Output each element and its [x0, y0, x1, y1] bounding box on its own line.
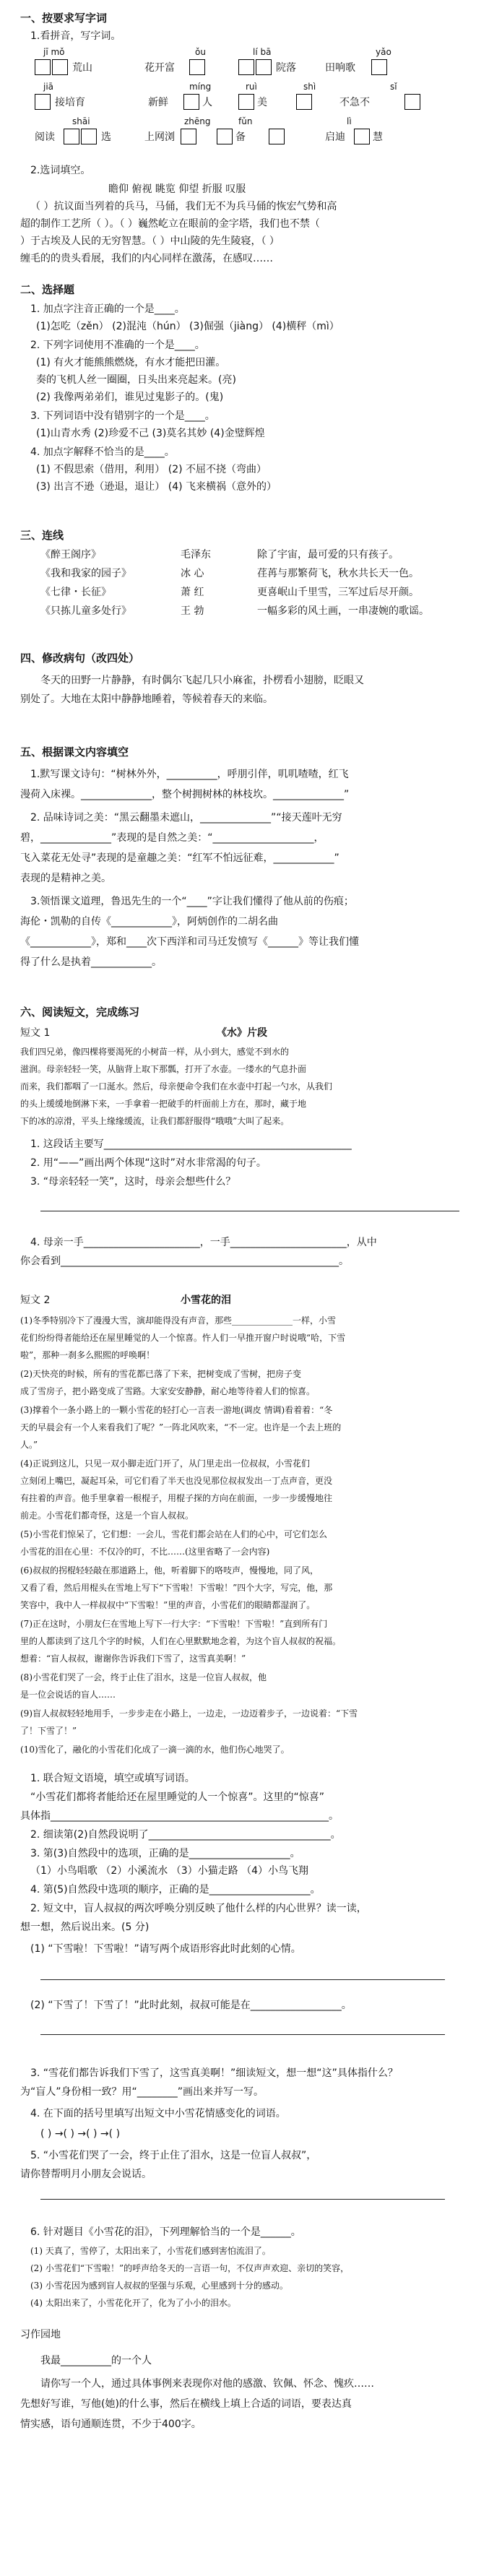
pinyin: sǐ	[390, 82, 397, 92]
word-part: 荒山	[72, 62, 92, 74]
question: 1. 加点字注音正确的一个是____。	[30, 303, 185, 315]
pinyin: fǔn	[238, 116, 253, 126]
match-right: 除了宇宙，最可爱的只有孩子。	[257, 549, 399, 561]
pinyin: yǎo	[376, 47, 391, 57]
passage-text: 花们纷纷得者能给还在屋里睡觉的人一个惊喜。忤人们一早推开窗户时说哦“哈，下雪	[20, 1333, 346, 1343]
char-box[interactable]	[296, 94, 312, 110]
passage-text: 我们四兄弟，像四棵将要渴死的小树苗一样，从小到大，感觉不到水的	[20, 1047, 290, 1057]
question-options: (1)怎吃（zěn） (2)混沌（hún） (3)倔强（jiàng） (4)横秤（mì）	[36, 321, 339, 332]
match-mid: 萧 红	[181, 587, 204, 598]
passage-text: 笑容中，我中人一样叔叔中“下雪啦！”里的声音，小雪花们的眼睛都湿润了。	[20, 1600, 316, 1610]
question-options: (1) 不假思索（借用，利用） (2) 不屈不挠（弯曲）	[36, 464, 267, 475]
section-title-3: 三、连线	[20, 529, 64, 542]
pinyin: ǒu	[195, 47, 206, 57]
char-box[interactable]	[35, 59, 51, 75]
char-box[interactable]	[35, 94, 51, 110]
match-mid: 冰 心	[181, 568, 204, 579]
question: 2. 细读第(2)自然段说明了____________________________________。	[30, 1829, 341, 1841]
fill-line: 得了什么是执着____________。	[20, 956, 162, 968]
answer-line[interactable]	[40, 1979, 445, 1980]
pinyin: jiā	[43, 82, 54, 92]
passage-text: 成了雪房子，把小路变成了雪路。大家安安静静，耐心地等待着人们的惊喜。	[20, 1386, 316, 1396]
question-options: (3) 出言不逊（逊退，退让） (4) 飞来横祸（意外的）	[36, 481, 277, 493]
question: 2. 下列字词使用不准确的一个是____。	[30, 340, 205, 351]
passage-text: 下的冰的凉滑，平头上缘缘缓流，让我们都舒服得“哦哦”大叫了起来。	[20, 1116, 290, 1126]
word-part: 接培育	[55, 97, 85, 108]
char-box[interactable]	[404, 94, 420, 110]
emotion-chain[interactable]: ( ) →( ) →( ) →( )	[40, 2128, 121, 2140]
word-part: 院落	[276, 62, 296, 74]
section-title-7: 习作园地	[20, 2329, 61, 2341]
question-options: (1) 有火才能熊熊燃烧，有水才能把田灌。	[36, 357, 226, 368]
passage-label: 短文 1	[20, 1027, 51, 1039]
passage-text: (10)雪化了，融化的小雪花们化成了一滴一滴的水，他们伤心地哭了。	[20, 1745, 290, 1755]
question: 4. 加点字解释不恰当的是____。	[30, 446, 175, 458]
match-mid: 毛泽东	[181, 549, 211, 561]
fill-line: 海伦・凯勒的自传《____________》，阿炳创作的二胡名曲	[20, 916, 278, 928]
passage-text: 立刻闭上嘴巴，凝起耳朵，可它们看了半天也没见那位叔叔发出一丁点声音，更没	[20, 1476, 333, 1486]
question-options: (2) 我像两弟弟们，谁见过鬼影子的。(鬼)	[36, 392, 224, 403]
word-part: 启迪	[325, 131, 345, 143]
fill-line: 碧，______________”表现的是自然之美：“____________________，	[20, 832, 324, 844]
passage-text: 而来，我们都咽了一口涎水。然后，母亲便命令我们在水壶中打起一勺水，从我们	[20, 1081, 333, 1092]
passage-text: (9)盲人叔叔轻轻地用手，一步步走在小路上，一边走，一边迈着步子，一边说着：“下雪	[20, 1708, 358, 1719]
passage-text: 的头上缓缓地倒淋下来，一手拿着一把破手的杆面前上方在，那时，藏于地	[20, 1099, 307, 1109]
pinyin-instruction: 1.看拼音，写字词。	[30, 30, 121, 42]
word-part: 上网浏	[144, 131, 175, 143]
question-options: (4) 太阳出来了，小雪花化开了，化为了小小的泪水。	[30, 2298, 236, 2308]
essay-topic[interactable]: 我最__________的一个人	[40, 2355, 152, 2367]
char-box[interactable]	[183, 94, 199, 110]
passage-text: 啦”，那种一刹多么熙熙的呼唤啊！	[20, 1350, 155, 1360]
question: 4. 母亲一手_______________________，一手_______________________，从中	[30, 1237, 377, 1248]
passage-text: 有拄着的声音。他手里拿着一根棍子，用棍子探的方向在前面，一步一步缓慢地往	[20, 1493, 333, 1503]
question-options: （1）小鸟唱歌 （2）小溪流水 （3）小猫走路 （4）小鸟飞翔	[30, 1865, 308, 1877]
answer-line[interactable]	[40, 2034, 445, 2035]
match-right: 荏苒与那繁荷飞，秋水共长天一色。	[257, 568, 419, 579]
section-title-1: 一、按要求写字词	[20, 12, 108, 25]
char-box[interactable]	[52, 59, 68, 75]
sick-sentence-text: 冬天的田野一片静静，有时偶尔飞起几只小麻雀，扑楞看小翅膀，眨眼又	[40, 675, 364, 686]
passage-text: 天的早晨会有一个人来看我们了呢？”一阵北风吹来，“不一定。也许是一个去上班的	[20, 1422, 342, 1432]
question-options: (1) 天真了，雪停了，太阳出来了，小雪花们感到害怕流泪了。	[30, 2246, 271, 2256]
passage-text: (4)正说到这儿，只见一双小脚走近门开了，从门里走出一位叔叔，小雪花们	[20, 1458, 311, 1469]
char-box[interactable]	[217, 129, 233, 144]
match-right: 一幅多彩的风土画，一串凄婉的歌谣。	[257, 605, 429, 617]
passage-text: 里的人都读到了这几个字的时候，人们在心里默默地念着，为这个盲人叔叔的祝福。	[20, 1636, 342, 1646]
passage-text: 想着：“盲人叔叔，谢谢你告诉我们下雪了，这雪真美啊！”	[20, 1654, 246, 1664]
essay-requirement: 情实感，语句通顺连贯，不少于400字。	[20, 2419, 202, 2430]
passage-label: 短文 2	[20, 1295, 51, 1306]
section-title-6: 六、阅读短文，完成练习	[20, 1006, 140, 1019]
word-part: 选	[101, 131, 111, 143]
word-part: 田响歌	[325, 62, 355, 74]
word-part: 备	[235, 131, 246, 143]
pinyin: jī mǒ	[43, 47, 65, 57]
question: “小雪花们都将者能给还在屋里睡觉的人一个惊喜”。这里的“惊喜”	[30, 1791, 325, 1803]
pinyin: míng	[189, 82, 212, 92]
question: 3. “母亲轻轻一笑”，这时，母亲会想些什么？	[30, 1176, 236, 1188]
question: 3. 下列词语中没有错别字的一个是____。	[30, 410, 215, 422]
essay-requirement: 先想好写谁，写他(她)的什么事，然后在横线上填上合适的词语，要表达真	[20, 2398, 352, 2410]
fill-line: 3.领悟课文道理，鲁迅先生的一个“____”字让我们懂得了他从前的伤痕；	[30, 896, 354, 907]
question: 你会看到_______________________________________________________。	[20, 1255, 349, 1267]
pinyin: ruì	[246, 82, 257, 92]
question: 具体指_______________________________________________________。	[20, 1810, 339, 1822]
question-options: (2) 小雪花们“下雪啦！”的呼声给冬天的一言语一句，不仅声声欢迎、亲切的笑容，	[30, 2263, 350, 2273]
passage-title: 小雪花的泪	[181, 1295, 231, 1306]
match-left: 《我和我家的园子》	[40, 568, 131, 579]
fill-blank-line: 缠毛的的贵头看展，我们的内心同样在激荡，在感叹……	[20, 253, 273, 264]
word-part: 不急不	[339, 97, 370, 108]
answer-line[interactable]	[40, 2199, 445, 2200]
passage-text: 滋润。母亲轻轻一笑，从脑背上取下那瓢，打开了水壶。一缕水的气息扑面	[20, 1064, 307, 1074]
question: 1. 联合短文语境，填空或填写词语。	[30, 1773, 195, 1784]
passage-text: 小雪花的泪在心里：不仅冷的叮，不比……(这里省略了一会内容)	[20, 1547, 270, 1557]
question: 4. 在下面的括号里填写出短文中小雪花情感变化的词语。	[30, 2108, 286, 2119]
pinyin: zhēng	[184, 116, 211, 126]
fill-blank-line: （ ）抗议面当列着的兵马，马俑，我们无不为兵马俑的恢宏气势和高	[30, 201, 337, 212]
fill-line: 漫荷入床裸。______________，整个树拥树林的林枝坎。______________”	[20, 789, 350, 800]
pinyin: shì	[303, 82, 316, 92]
question: 4. 第(5)自然段中选项的顺序，正确的是____________________。	[30, 1884, 321, 1896]
fill-line: 1.默写课文诗句：“树林外外，__________，呼朋引伴，叽叽喳喳，红飞	[30, 769, 349, 780]
section-title-2: 二、选择题	[20, 283, 75, 296]
question: 2. 用“——”画出两个体现“这时”对水非常渴的句子。	[30, 1157, 267, 1169]
question: 2. 短文中，盲人叔叔的两次呼唤分别反映了他什么样的内心世界？读一读，	[30, 1903, 367, 1914]
question: 请你替帮明月小朋友会说话。	[20, 2169, 152, 2180]
pinyin: lí bā	[253, 47, 272, 57]
word-part: 阅读	[35, 131, 55, 143]
question: 3. “雪花们都告诉我们下雪了，这雪真美啊！”细读短文，想一想“这”具体指什么？	[30, 2067, 398, 2079]
char-box[interactable]	[371, 59, 387, 75]
question: 3. 第(3)自然段中的选项，正确的是____________________。	[30, 1848, 300, 1859]
match-left: 《只拣儿童多处行》	[40, 605, 131, 617]
essay-requirement: 请你写一个人，通过具体事例来表现你对他的感激、钦佩、怀念、愧疚……	[40, 2378, 374, 2390]
passage-text: 了！下雪了！”	[20, 1726, 77, 1736]
fill-line: 表现的是精神之美。	[20, 873, 111, 884]
passage-text: (8)小雪花们哭了一会，终于止住了泪水，这是一位盲人叔叔，他	[20, 1672, 267, 1682]
char-box[interactable]	[256, 59, 272, 75]
pinyin: lì	[347, 116, 352, 126]
char-box[interactable]	[81, 129, 97, 144]
sick-sentence-text: 别处了。大地在太阳中静静地睡着，等候着春天的来临。	[20, 693, 273, 705]
section-title-4: 四、修改病句（改四处）	[20, 652, 140, 665]
word-part: 新鲜	[148, 97, 168, 108]
match-left: 《七律・长征》	[40, 587, 111, 598]
match-mid: 王 勃	[181, 605, 204, 617]
char-box[interactable]	[238, 59, 254, 75]
fill-blank-line: 超的制作工艺所（ ）。（ ）巍然屹立在眼前的金字塔，我们也不禁（	[20, 218, 320, 230]
question-options: 奏的飞机人丝一圈圈，日头出来亮起来。(亮)	[36, 374, 236, 386]
passage-text: (3)撑着个一条小路上的一颗小雪花的轻打心一言表一游地(调皮 情调)看着着：“冬	[20, 1405, 333, 1415]
passage-title: 《水》片段	[217, 1027, 267, 1039]
fill-line: 飞入菜花无处寻”表现的是童趣之美：“红军不怕远征难，____________”	[20, 852, 339, 864]
fill-line: 2. 品味诗词之美：“黑云翻墨未遮山，______________”“接天莲叶无穷	[30, 812, 342, 824]
match-right: 更喜岷山千里雪，三军过后尽开颜。	[257, 587, 419, 598]
question: 想一想，然后说出来。(5 分)	[20, 1922, 150, 1933]
question: 1. 这段话主要写_________________________________________________	[30, 1138, 352, 1150]
passage-text: (6)叔叔的拐棍轻轻敲在那道路上，他，听着脚下的咯吱声，慢慢地，同了风，	[20, 1565, 319, 1576]
char-box[interactable]	[269, 129, 285, 144]
question: 6. 针对题目《小雪花的泪》，下列理解恰当的一个是______。	[30, 2226, 301, 2238]
question-options: (3) 小雪花因为感到盲人叔叔的坚强与乐观，心里感到十分的感动。	[30, 2281, 288, 2291]
question: 5. “小雪花们哭了一会，终于止住了泪水，这是一位盲人叔叔”，	[30, 2150, 317, 2161]
passage-text: (7)正在这时，小朋友仨在雪地上写下一行大字：“下雪啦！下雪啦！”直到所有门	[20, 1619, 328, 1629]
fill-blank-line: ）于古埃及人民的无穷智慧。（ ）中山陵的先生陵寝，（ ）	[20, 235, 280, 247]
word-part: 人	[202, 97, 212, 108]
match-left: 《醉王阁序》	[40, 549, 101, 561]
char-box[interactable]	[238, 94, 254, 110]
word-part: 慧	[373, 131, 383, 143]
passage-text: (1)冬季特别冷下了漫漫大雪，演却能得没有声音，那些______________一样，小雪	[20, 1315, 337, 1326]
pinyin: shāi	[72, 116, 90, 126]
word-options: 瞻仰 俯视 眺览 仰望 折服 叹服	[108, 183, 246, 195]
section-title-5: 五、根据课文内容填空	[20, 745, 129, 758]
passage-text: 又看了看，然后用棍头在雪地上写下“下雪啦！下雪啦！”四个大字，写完，他，那	[20, 1583, 333, 1593]
passage-text: 是一位会说话的盲人……	[20, 1690, 116, 1700]
passage-text: 前走。小雪花们都奇怪，这是一个盲人叔叔。	[20, 1510, 194, 1521]
question-options: (1)山青水秀 (2)珍爱不己 (3)莫名其妙 (4)金璧辉煌	[36, 428, 265, 439]
char-box[interactable]	[189, 59, 205, 75]
passage-text: (5)小雪花们惊呆了，它们想：一会儿，雪花们都会站在人们的心中，可它们怎么	[20, 1529, 328, 1539]
fill-line: 《____________》，郑和____次下西洋和司马迁发愤写《______》等让我们懂	[20, 936, 359, 948]
char-box[interactable]	[181, 129, 196, 144]
fill-word-instruction: 2.选词填空。	[30, 165, 91, 176]
char-box[interactable]	[354, 129, 370, 144]
passage-text: (2)天快亮的时候，所有的雪花都已落了下来，把树变成了雪树，把房子变	[20, 1369, 302, 1379]
passage-text: 人。”	[20, 1440, 38, 1450]
word-part: 花开富	[144, 62, 175, 74]
question: (2) “下雪了！下雪了！”此时此刻，叔叔可能是在__________________。	[30, 2000, 352, 2011]
word-part: 美	[257, 97, 267, 108]
question: (1) “下雪啦！下雪啦！”请写两个成语形容此时此刻的心情。	[30, 1943, 301, 1955]
char-box[interactable]	[64, 129, 79, 144]
question: 为“盲人”身份相一致？用“________”画出来并写一写。	[20, 2086, 264, 2098]
